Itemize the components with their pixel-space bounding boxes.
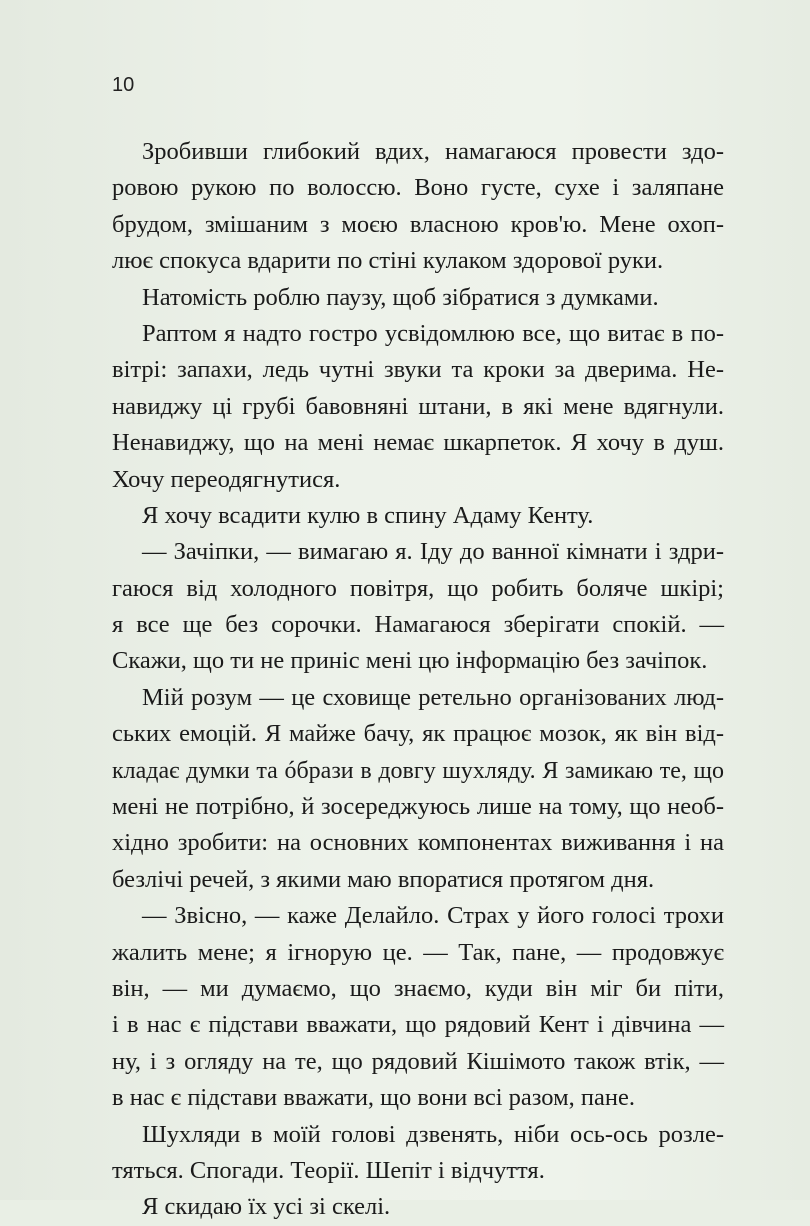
text-line: я все ще без сорочки. Намагаюся зберігати спокій. — xyxy=(112,611,724,639)
paragraph-2 xyxy=(112,280,724,316)
text-line: — Зачіпки, — вимагаю я. Іду до ванної кімнати і здри- xyxy=(142,538,724,566)
text-line: ських емоцій. Я майже бачу, як працює мозок, як він від- xyxy=(112,720,724,748)
text-line: Я скидаю їх усі зі скелі. xyxy=(142,1193,391,1221)
text-line: ровою рукою по волоссю. Воно густе, сухе і заляпане xyxy=(112,174,724,202)
text-line: Натомість роблю паузу, щоб зібратися з думками. xyxy=(142,283,659,311)
text-line: хідно зробити: на основних компонентах виживання і на xyxy=(112,829,724,857)
paragraph-7 xyxy=(112,898,724,1116)
text-line: Зробивши глибокий вдих, намагаюся провести здо- xyxy=(142,138,724,165)
text-line: жалить мене; я ігнорую це. — Так, пане, — продовжує xyxy=(112,938,724,966)
text-line: безлічі речей, з якими маю впоратися протягом дня. xyxy=(112,865,655,893)
text-line: ну, і з огляду на те, що рядовий Кішімото також втік, — xyxy=(112,1047,724,1075)
text-line: Хочу переодягнутися. xyxy=(112,465,341,493)
text-line: Ненавиджу, що на мені немає шкарпеток. Я хочу в душ. xyxy=(112,429,724,457)
text-line: Скажи, що ти не приніс мені цю інформацію без зачіпок. xyxy=(112,647,708,675)
paragraph-3 xyxy=(112,316,724,498)
text-line: лює спокуса вдарити по стіні кулаком здорової руки. xyxy=(112,247,664,275)
text-line: і в нас є підстави вважати, що рядовий Кент і дівчина — xyxy=(112,1011,724,1039)
text-line: — Звісно, — каже Делайло. Страх у його голосі трохи xyxy=(142,902,724,930)
text-line: в нас є підстави вважати, що вони всі разом, пане. xyxy=(112,1084,635,1112)
text-line: вітрі: запахи, ледь чутні звуки та кроки за дверима. Не- xyxy=(112,356,724,384)
paragraph-5 xyxy=(112,534,724,680)
text-line: гаюся від холодного повітря, що робить боляче шкірі; xyxy=(112,574,724,602)
paragraph-8 xyxy=(112,1117,724,1190)
text-line: Шухляди в моїй голові дзвенять, ніби ось-ось розле- xyxy=(142,1120,724,1148)
text-line: мені не потрібно, й зосереджуюсь лише на тому, що необ- xyxy=(112,793,724,821)
paragraph-1 xyxy=(112,134,724,280)
text-line: Раптом я надто гостро усвідомлюю все, що витає в по- xyxy=(142,319,724,347)
body-text xyxy=(112,134,724,1226)
text-line: кладає думки та óбрази в довгу шухляду. Я замикаю те, що xyxy=(112,757,724,784)
page-number: 10 xyxy=(112,74,135,96)
text-line: брудом, змішаним з моєю власною кров'ю. Мене охоп- xyxy=(112,210,724,238)
paragraph-6 xyxy=(112,680,724,898)
text-line: навиджу ці грубі бавовняні штани, в які мене вдягнули. xyxy=(112,392,724,420)
text-line: Мій розум — це сховище ретельно організованих люд- xyxy=(142,683,724,711)
paragraph-9 xyxy=(112,1189,724,1225)
paragraph-4 xyxy=(112,498,724,534)
text-line: він, — ми думаємо, що знаємо, куди він міг би піти, xyxy=(112,974,724,1002)
text-line: Я хочу всадити кулю в спину Адаму Кенту. xyxy=(142,501,594,529)
text-line: тяться. Спогади. Теорії. Шепіт і відчуття. xyxy=(112,1156,545,1184)
